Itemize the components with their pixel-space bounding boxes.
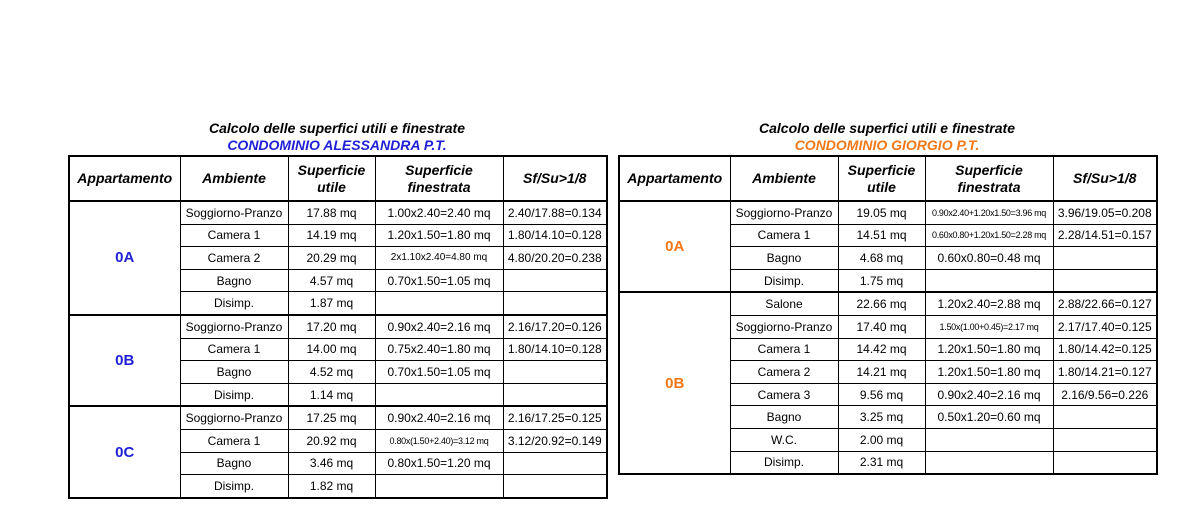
ratio-value: 2.16/17.20=0.126 — [503, 315, 607, 338]
room-name: Soggiorno-Pranzo — [180, 406, 288, 429]
room-name: Camera 3 — [730, 383, 838, 406]
ratio-value: 3.96/19.05=0.208 — [1053, 201, 1157, 224]
superficie-utile: 2.31 mq — [838, 451, 925, 474]
superficie-finestrata: 0.80x(1.50+2.40)=3.12 mq — [375, 429, 503, 452]
ratio-value: 2.28/14.51=0.157 — [1053, 224, 1157, 247]
superficie-finestrata: 1.20x1.50=1.80 mq — [375, 224, 503, 247]
superficie-finestrata: 0.70x1.50=1.05 mq — [375, 269, 503, 292]
apartment-label: 0A — [619, 201, 730, 292]
room-name: Soggiorno-Pranzo — [730, 315, 838, 338]
superficie-utile: 17.88 mq — [288, 201, 375, 224]
superficie-utile: 1.75 mq — [838, 269, 925, 292]
superficie-finestrata — [925, 428, 1053, 451]
table-row — [619, 201, 1157, 224]
apartment-label: 0C — [69, 406, 180, 497]
room-name: Disimp. — [180, 292, 288, 315]
header-superficie-finestrata: Superficie finestrata — [375, 156, 503, 201]
superficie-utile: 3.25 mq — [838, 406, 925, 429]
header-superficie-utile: Superficie utile — [838, 156, 925, 201]
superficie-finestrata: 0.60x0.80=0.48 mq — [925, 247, 1053, 270]
superficie-finestrata — [375, 383, 503, 406]
superficie-finestrata — [925, 451, 1053, 474]
left-table-body — [69, 201, 607, 498]
superficie-finestrata: 2x1.10x2.40=4.80 mq — [375, 247, 503, 270]
apartment-label: 0A — [69, 201, 180, 315]
table-row — [69, 315, 607, 338]
room-name: Disimp. — [180, 383, 288, 406]
header-appartamento: Appartamento — [619, 156, 730, 201]
ratio-value: 2.88/22.66=0.127 — [1053, 292, 1157, 315]
room-name: Bagno — [180, 452, 288, 475]
superficie-finestrata: 0.70x1.50=1.05 mq — [375, 361, 503, 384]
superficie-utile: 20.29 mq — [288, 247, 375, 270]
header-ambiente: Ambiente — [730, 156, 838, 201]
header-superficie-utile: Superficie utile — [288, 156, 375, 201]
room-name: Bagno — [180, 269, 288, 292]
superficie-finestrata — [375, 292, 503, 315]
left-title-block — [68, 120, 606, 153]
superficie-finestrata: 1.20x2.40=2.88 mq — [925, 292, 1053, 315]
superficie-finestrata: 1.20x1.50=1.80 mq — [925, 361, 1053, 384]
room-name: Camera 2 — [730, 361, 838, 384]
superficie-finestrata: 0.75x2.40=1.80 mq — [375, 338, 503, 361]
room-name: Disimp. — [730, 451, 838, 474]
right-table-body — [619, 201, 1157, 474]
superficie-finestrata: 1.20x1.50=1.80 mq — [925, 338, 1053, 361]
room-name: Camera 1 — [180, 224, 288, 247]
superficie-utile: 1.82 mq — [288, 475, 375, 498]
ratio-value: 1.80/14.21=0.127 — [1053, 361, 1157, 384]
superficie-finestrata: 0.90x2.40+1.20x1.50=3.96 mq — [925, 201, 1053, 224]
room-name: Salone — [730, 292, 838, 315]
ratio-value — [503, 383, 607, 406]
room-name: Disimp. — [730, 269, 838, 292]
room-name: Camera 1 — [180, 429, 288, 452]
right-subtitle: CONDOMINIO GIORGIO P.T. — [794, 137, 980, 153]
ratio-value: 2.40/17.88=0.134 — [503, 201, 607, 224]
ratio-value — [1053, 247, 1157, 270]
ratio-value: 1.80/14.10=0.128 — [503, 224, 607, 247]
left-surface-table — [68, 155, 608, 499]
superficie-utile: 14.21 mq — [838, 361, 925, 384]
superficie-utile: 4.68 mq — [838, 247, 925, 270]
room-name: Camera 1 — [730, 224, 838, 247]
ratio-value — [503, 269, 607, 292]
superficie-finestrata: 0.90x2.40=2.16 mq — [925, 383, 1053, 406]
room-name: Bagno — [730, 247, 838, 270]
ratio-value — [503, 475, 607, 498]
room-name: Soggiorno-Pranzo — [180, 201, 288, 224]
ratio-value: 2.17/17.40=0.125 — [1053, 315, 1157, 338]
right-surface-table — [618, 155, 1158, 475]
superficie-finestrata: 0.80x1.50=1.20 mq — [375, 452, 503, 475]
ratio-value — [503, 361, 607, 384]
right-title-block — [618, 120, 1156, 153]
room-name: Soggiorno-Pranzo — [730, 201, 838, 224]
room-name: Bagno — [180, 361, 288, 384]
superficie-utile: 17.40 mq — [838, 315, 925, 338]
superficie-finestrata: 0.60x0.80+1.20x1.50=2.28 mq — [925, 224, 1053, 247]
table-row — [619, 292, 1157, 315]
superficie-utile: 14.19 mq — [288, 224, 375, 247]
header-ratio: Sf/Su>1/8 — [503, 156, 607, 201]
superficie-utile: 22.66 mq — [838, 292, 925, 315]
room-name: Camera 1 — [730, 338, 838, 361]
superficie-utile: 14.00 mq — [288, 338, 375, 361]
ratio-value: 2.16/17.25=0.125 — [503, 406, 607, 429]
header-ambiente: Ambiente — [180, 156, 288, 201]
superficie-finestrata: 1.50x(1.00+0.45)=2.17 mq — [925, 315, 1053, 338]
right-title: Calcolo delle superfici utili e finestrate — [759, 120, 1015, 136]
room-name: Soggiorno-Pranzo — [180, 315, 288, 338]
ratio-value: 1.80/14.42=0.125 — [1053, 338, 1157, 361]
ratio-value — [503, 452, 607, 475]
table-row — [69, 406, 607, 429]
ratio-value: 4.80/20.20=0.238 — [503, 247, 607, 270]
ratio-value: 3.12/20.92=0.149 — [503, 429, 607, 452]
table-row — [69, 201, 607, 224]
apartment-label: 0B — [69, 315, 180, 406]
superficie-utile: 2.00 mq — [838, 428, 925, 451]
left-title: Calcolo delle superfici utili e finestrate — [209, 120, 465, 136]
room-name: Camera 1 — [180, 338, 288, 361]
ratio-value — [1053, 451, 1157, 474]
header-ratio: Sf/Su>1/8 — [1053, 156, 1157, 201]
ratio-value — [503, 292, 607, 315]
header-appartamento: Appartamento — [69, 156, 180, 201]
superficie-utile: 9.56 mq — [838, 383, 925, 406]
superficie-finestrata: 1.00x2.40=2.40 mq — [375, 201, 503, 224]
header-superficie-finestrata: Superficie finestrata — [925, 156, 1053, 201]
left-subtitle: CONDOMINIO ALESSANDRA P.T. — [227, 137, 447, 153]
superficie-utile: 1.14 mq — [288, 383, 375, 406]
superficie-utile: 17.20 mq — [288, 315, 375, 338]
superficie-utile: 1.87 mq — [288, 292, 375, 315]
room-name: Camera 2 — [180, 247, 288, 270]
superficie-finestrata: 0.50x1.20=0.60 mq — [925, 406, 1053, 429]
superficie-finestrata: 0.90x2.40=2.16 mq — [375, 406, 503, 429]
superficie-utile: 14.51 mq — [838, 224, 925, 247]
superficie-utile: 4.57 mq — [288, 269, 375, 292]
ratio-value: 2.16/9.56=0.226 — [1053, 383, 1157, 406]
superficie-finestrata — [925, 269, 1053, 292]
ratio-value — [1053, 406, 1157, 429]
room-name: Bagno — [730, 406, 838, 429]
superficie-utile: 17.25 mq — [288, 406, 375, 429]
superficie-utile: 20.92 mq — [288, 429, 375, 452]
ratio-value — [1053, 428, 1157, 451]
superficie-utile: 4.52 mq — [288, 361, 375, 384]
room-name: W.C. — [730, 428, 838, 451]
superficie-finestrata: 0.90x2.40=2.16 mq — [375, 315, 503, 338]
ratio-value: 1.80/14.10=0.128 — [503, 338, 607, 361]
superficie-utile: 3.46 mq — [288, 452, 375, 475]
room-name: Disimp. — [180, 475, 288, 498]
superficie-finestrata — [375, 475, 503, 498]
superficie-utile: 14.42 mq — [838, 338, 925, 361]
apartment-label: 0B — [619, 292, 730, 474]
superficie-utile: 19.05 mq — [838, 201, 925, 224]
ratio-value — [1053, 269, 1157, 292]
